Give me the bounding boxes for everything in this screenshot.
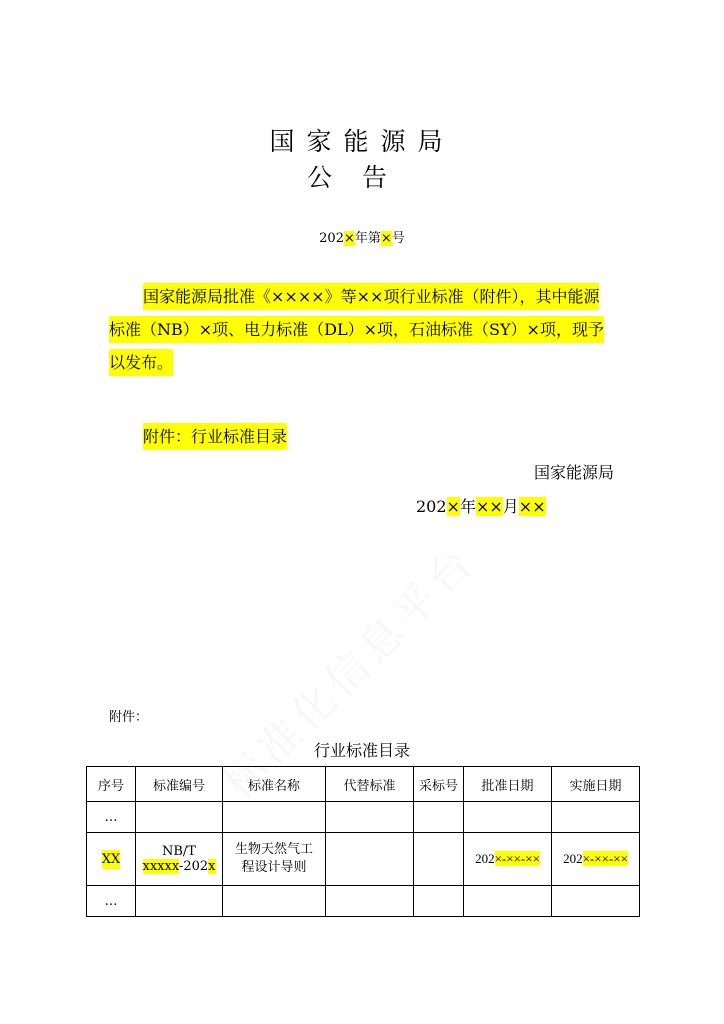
header-approve-date: 批准日期: [464, 767, 552, 802]
cell-seq: XX: [87, 833, 136, 886]
catalog-title: 行业标准目录: [313, 741, 410, 760]
body-line-3: 以发布。: [109, 349, 173, 376]
signer: 国家能源局: [533, 463, 614, 482]
header-code: 标准编号: [136, 767, 223, 802]
cell-seq: …: [87, 802, 136, 833]
document-type-title: 公告: [306, 163, 417, 192]
header-replace: 代替标准: [326, 767, 414, 802]
document-number: 202×年第×号: [319, 231, 405, 246]
table-row: [87, 802, 640, 833]
table-header-row: [87, 767, 640, 802]
header-adopt: 采标号: [414, 767, 464, 802]
standards-catalog-table: [86, 766, 640, 917]
cell-name: 生物天然气工程设计导则: [223, 833, 326, 886]
attachment-reference: 附件：行业标准目录: [143, 420, 287, 453]
cell-replace: [326, 833, 414, 886]
cell-approve-date: 202×-××-××: [464, 833, 552, 886]
announcement-body: [109, 280, 616, 379]
body-line-2: 标准（NB）×项、电力标准（DL）×项，石油标准（SY）×项，现予: [109, 316, 604, 343]
body-line-1: 国家能源局批准《××××》等××项行业标准（附件），其中能源: [143, 283, 599, 310]
cell-seq: …: [87, 886, 136, 917]
header-name: 标准名称: [223, 767, 326, 802]
cell-implement-date: 202×-××-××: [552, 833, 640, 886]
attachment-label: 附件：: [109, 710, 149, 725]
cell-adopt: [414, 833, 464, 886]
header-seq: 序号: [87, 767, 136, 802]
cell-code: NB/T xxxxx-202x: [136, 833, 223, 886]
issue-date: 202×年××月××: [416, 497, 546, 516]
issuer-title: 国家能源局: [269, 127, 455, 156]
table-row: [87, 886, 640, 917]
table-row: [87, 833, 640, 886]
header-implement-date: 实施日期: [552, 767, 640, 802]
